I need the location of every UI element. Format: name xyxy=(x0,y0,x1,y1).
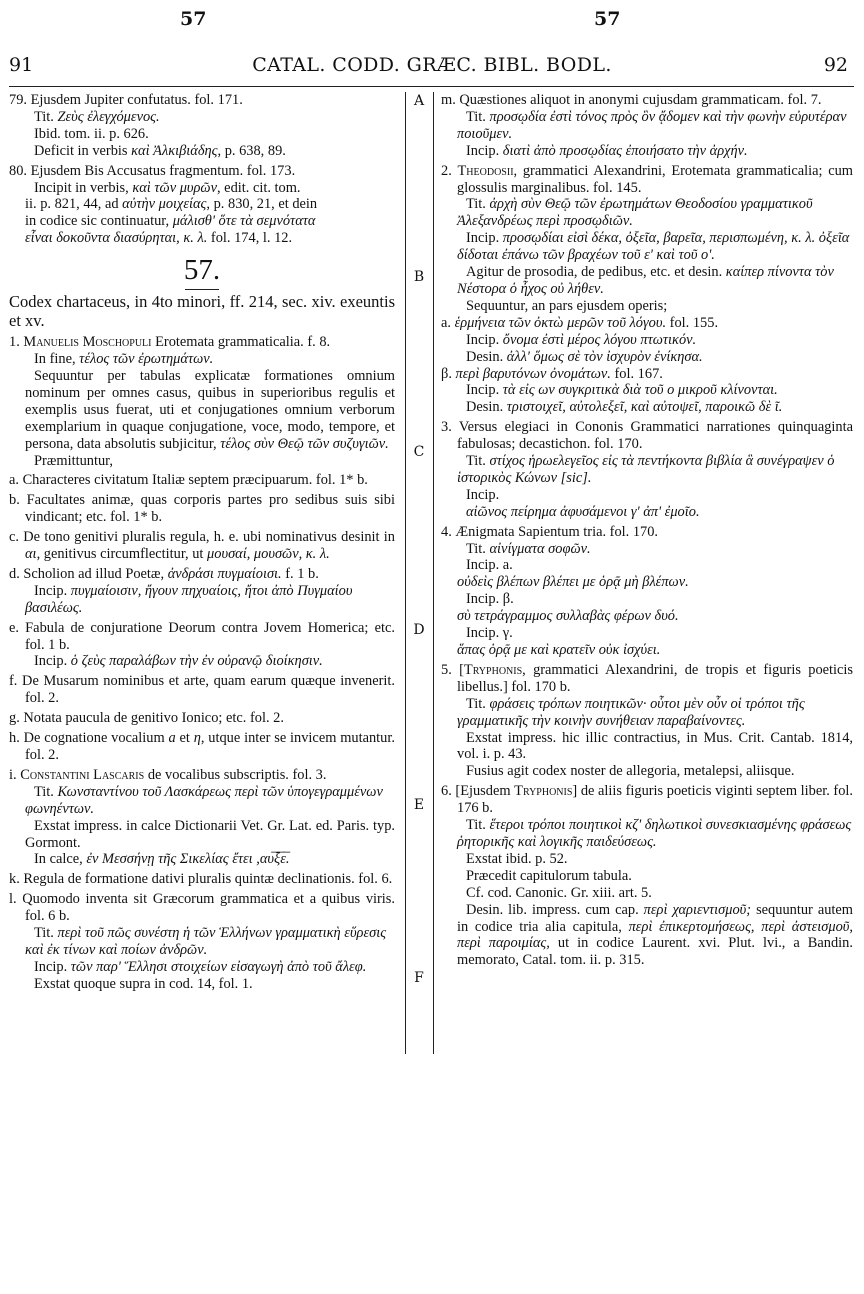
sub-item-e xyxy=(9,620,395,671)
desin-label: Desin. lib. impress. cum cap. xyxy=(466,901,639,918)
greek-text: αἰνίγματα σοφῶν. xyxy=(489,540,591,557)
entry-title: 80. Ejusdem Bis Accusatus fragmentum. fol. 173. xyxy=(9,162,296,179)
deficit-ref: , p. 638, 89. xyxy=(217,142,286,159)
sub-item-b: b. Facultates animæ, quas corporis partes pro sedibus suis sibi vindicant; etc. fol. 1* b. xyxy=(9,492,395,526)
item-5 xyxy=(441,662,853,780)
greek-text: ἐν Μεσσήνῃ τῆς Σικελίας ἔτει ,αυ̅ξ̅ε̅. xyxy=(86,851,290,868)
ibid-line: Ibid. tom. ii. p. 626. xyxy=(34,125,149,142)
item-title: [Ejusdem xyxy=(455,783,511,800)
page-number-left: 91 xyxy=(9,54,34,76)
margin-letter-e: E xyxy=(413,797,425,813)
description-text: Sequuntur per tabulas explicatæ formationes omnium nominum per omnes casus, quibus in superioribus regulis et exemplis usus fuerat, uti et conjugationes omnium verborum exemplarium in quaque conjugatione, voce, modo, tempore, et persona, data absolutis subjicitur, xyxy=(25,367,395,452)
greek-text: σὺ τετράγραμμος συλλαβὰς φέρων δυό. xyxy=(457,608,679,625)
greek-text: οὐδεὶς βλέπων βλέπει με ὁρᾷ μὴ βλέπων. xyxy=(457,574,689,591)
greek-text: περὶ τοῦ πῶς συνέστη ἡ τῶν Ἑλλήνων γραμματικὴ εὕρεσις καὶ ἐκ τίνων καὶ ποίων ἀνδρῶν. xyxy=(25,925,387,958)
greek-text: εἶναι δοκοῦντα διασύρηται, κ. λ. xyxy=(25,230,208,247)
exstat-text: Exstat impress. hic illic contractius, in Mus. Crit. Cantab. 1814, vol. i. p. 43. xyxy=(457,729,853,763)
margin-letter-f: F xyxy=(414,970,424,986)
tit-label: Tit. xyxy=(466,453,486,470)
sequuntur-label: Sequuntur, an pars ejusdem operis; xyxy=(466,297,668,314)
greek-text: μάλισθ' ὅτε τὰ σεμνότατα xyxy=(172,213,316,230)
greek-text: μουσαί, μουσῶν, κ. λ. xyxy=(207,546,330,563)
greek-text: ἑρμήνεια τῶν ὀκτὼ μερῶν τοῦ λόγου. xyxy=(454,314,667,331)
greek-text: ἅπας ὁρᾷ με καὶ κρατεῖν οὐκ ἰσχύει. xyxy=(457,642,661,658)
deficit-text: Deficit in verbis xyxy=(34,142,128,159)
tit-label: Tit. xyxy=(466,540,486,557)
agitur-text: Agitur de prosodia, de pedibus, etc. et desin. xyxy=(466,264,723,281)
cf-text: Cf. cod. Canonic. Gr. xiii. art. 5. xyxy=(466,884,652,901)
top-codex-number-right: 57 xyxy=(594,8,621,30)
incip-label: Incip. xyxy=(466,142,500,159)
margin-letter-c: C xyxy=(413,444,425,460)
margin-letter-a: A xyxy=(413,93,425,109)
tit-label: Tit. xyxy=(34,108,54,125)
greek-text: Ζεὺς ἐλεγχόμενος. xyxy=(57,108,160,125)
folio-ref: fol. 155. xyxy=(669,314,719,331)
codex-number-heading xyxy=(9,253,395,290)
sub-item-text: l. Quomodo inventa sit Græcorum grammatica et a quibus viris. fol. 6 b. xyxy=(9,891,395,925)
greek-text: αὐτὴν μοιχείας xyxy=(122,196,207,213)
sub-item-text: e. Fabula de conjuratione Deorum contra Jovem Homerica; etc. fol. 1 b. xyxy=(9,619,395,653)
incip-label: Incip. xyxy=(466,486,500,503)
greek-text: ἀρχὴ σὺν Θεῷ τῶν ἐρωτημάτων Θεοδοσίου γραμματικοῦ Ἀλεξανδρέως περὶ προσῳδιῶν. xyxy=(457,196,813,230)
greek-text: αι xyxy=(25,546,37,563)
header-rule xyxy=(9,86,854,87)
tit-label: Tit. xyxy=(34,925,54,942)
greek-text: ὁ ζεὺς παραλάβων τὴν ἐν οὐρανῷ διοίκησιν. xyxy=(70,653,323,670)
greek-text: τριστοιχεῖ, αὐτολεξεῖ, καὶ αὐτοψεῖ, παροικῶ δὲ ῖ. xyxy=(506,399,783,416)
greek-text: τέλος σὺν Θεῷ τῶν συζυγιῶν. xyxy=(220,435,389,452)
praecedit-text: Præcedit capitulorum tabula. xyxy=(466,867,632,884)
sub-item-text: h. De cognatione vocalium xyxy=(9,730,165,747)
greek-text: καὶ Ἀλκιβιάδης xyxy=(131,142,218,159)
greek-text: η xyxy=(193,730,201,747)
column-divider-left xyxy=(405,92,406,1054)
sub-item-text: m. Quæstiones aliquot in anonymi cujusdam grammaticam. fol. 7. xyxy=(441,92,822,108)
running-title: CATAL. CODD. GRÆC. BIBL. BODL. xyxy=(252,54,612,76)
in-fine-label: In fine, xyxy=(34,351,76,368)
greek-text: προσῳδία ἐστὶ τόνος πρὸς ὃν ᾄδομεν καὶ τὴν φωνὴν εὐρυτέραν ποιοῦμεν. xyxy=(457,108,847,142)
margin-letter-d: D xyxy=(413,622,425,638)
folio-ref: fol. 167. xyxy=(614,365,663,382)
codex-number: 57. xyxy=(183,254,221,287)
sub-item-i xyxy=(9,767,395,868)
sub-item-letter: β. xyxy=(441,365,452,382)
sub-item-letter: i. xyxy=(9,766,17,783)
greek-text: τὰ εἰς ων συγκριτικὰ διὰ τοῦ ο μικροῦ κλίνονται. xyxy=(502,382,778,399)
greek-text: περὶ ἐπικερτομήσεως, περὶ ἀστεισμοῦ, περὶ παροιμίας, xyxy=(457,918,853,952)
author-name: [Tryphonis, xyxy=(459,661,526,678)
incipit-text: Incipit in verbis, xyxy=(34,179,129,196)
incip-label: Incip. xyxy=(466,331,500,348)
edition-ref: ii. p. 821, 44, ad xyxy=(25,196,119,213)
folio-ref: fol. 174, l. 12. xyxy=(210,230,293,247)
greek-text: a xyxy=(168,730,176,747)
item-number: 6. xyxy=(441,783,452,800)
item-title: 4. Ænigmata Sapientum tria. fol. 170. xyxy=(441,523,659,540)
continuation-text: in codice sic continuatur, xyxy=(25,213,170,230)
item-1 xyxy=(9,334,395,469)
praemittuntur-label: Præmittuntur, xyxy=(34,452,113,469)
item-4 xyxy=(441,524,853,659)
in-calce-label: In calce, xyxy=(34,851,83,868)
greek-text: προσῳδίαι εἰσὶ δέκα, ὀξεῖα, βαρεῖα, περισπωμένη, κ. λ. ὀξεῖα δίδοται ἐπάνω τῶν βραχέων τοῦ ε' καὶ τοῦ ο'. xyxy=(457,230,850,264)
item-title: Erotemata grammaticalia. f. 8. xyxy=(155,334,331,351)
column-divider-right xyxy=(433,92,434,1054)
entry-79 xyxy=(9,92,395,160)
incip-label: Incip. xyxy=(466,230,500,247)
running-header xyxy=(0,54,864,82)
tit-label: Tit. xyxy=(466,196,486,213)
fusius-text: Fusius agit codex noster de allegoria, metalepsi, aliisque. xyxy=(466,763,795,780)
item-number: 1. xyxy=(9,334,20,351)
greek-text: ὄνομα ἐστὶ μέρος λόγου πτωτικόν. xyxy=(502,331,697,348)
edition-ref: , p. 830, 21, et dein xyxy=(206,196,318,213)
desin-label: Desin. xyxy=(466,348,504,365)
greek-text: φράσεις τρόπων ποιητικῶν· οὗτοι μὲν οὖν οἱ τρόποι τῆς γραμματικῆς τὴν κοινὴν συνήθειαν παραβαίνοντες. xyxy=(457,695,805,729)
tit-label: Tit. xyxy=(466,108,486,125)
sub-item-text: , genitivus circumflectitur, ut xyxy=(36,546,204,563)
author-name: Tryphonis] xyxy=(514,783,578,800)
sub-item-k: k. Regula de formatione dativi pluralis quintæ declinationis. fol. 6. xyxy=(9,871,393,888)
incip-label: Incip. xyxy=(34,582,68,599)
sub-item-m xyxy=(441,92,853,160)
sub-item-f: f. De Musarum nominibus et arte, quam earum quæque invenerit. fol. 2. xyxy=(9,673,395,707)
incip-label: Incip. γ. xyxy=(466,625,513,642)
item-2 xyxy=(441,163,853,417)
greek-text: διατὶ ἀπὸ προσῳδίας ἐποιήσατο τὴν ἀρχήν. xyxy=(502,142,748,159)
entry-80 xyxy=(9,163,395,248)
exstat-text: Exstat ibid. p. 52. xyxy=(466,850,568,867)
desin-text: ut in codice Laurent. xvi. Plut. lvi., a Bandin. memorato, Catal. tom. ii. p. 315. xyxy=(457,935,853,969)
left-column xyxy=(9,92,395,996)
greek-text: αἰῶνος πείρημα ἀφυσάμενοι γ' ἀπ' ἐμοῖο. xyxy=(466,503,700,520)
author-name: Theodosii, xyxy=(457,162,518,179)
sub-item-l xyxy=(9,891,395,992)
sub-item-h xyxy=(9,730,395,764)
greek-text: τέλος τῶν ἐρωτημάτων. xyxy=(79,351,214,368)
item-title: de aliis figuris poeticis viginti septem liber. fol. 176 b. xyxy=(457,783,853,817)
incip-label: Incip. xyxy=(466,382,500,399)
sic-note: [sic]. xyxy=(560,469,592,486)
margin-letter-b: B xyxy=(413,269,425,285)
incip-label: Incip. xyxy=(34,958,68,975)
sub-item-text: c. De tono genitivi pluralis regula, h. e. ubi nominativus desinit in xyxy=(9,529,395,546)
greek-text: περὶ βαρυτόνων ὀνομάτων. xyxy=(455,365,611,382)
right-column xyxy=(441,92,853,972)
author-name: Constantini Lascaris xyxy=(20,766,145,783)
sub-item-c xyxy=(9,529,395,563)
incip-label: Incip. β. xyxy=(466,591,514,608)
top-codex-number-left: 57 xyxy=(180,8,207,30)
tit-label: Tit. xyxy=(466,695,486,712)
item-6 xyxy=(441,783,853,969)
item-title: grammatici Alexandrini, Erotemata grammaticalia; cum glossulis marginalibus. fol. 145. xyxy=(457,162,853,196)
sub-item-a: a. Characteres civitatum Italiæ septem præcipuarum. fol. 1* b. xyxy=(9,472,368,489)
edition-ref: , edit. cit. tom. xyxy=(216,179,301,196)
sub-item-text: , utque inter se invicem mutantur. fol. 2. xyxy=(25,730,395,763)
sub-item-letter: a. xyxy=(441,314,451,331)
codex-description: Codex chartaceus, in 4to minori, ff. 214, sec. xiv. exeuntis et xv. xyxy=(9,292,395,331)
item-3 xyxy=(441,419,853,520)
sub-item-text: d. Scholion ad illud Poetæ, xyxy=(9,565,165,582)
incip-label: Incip. a. xyxy=(466,557,513,574)
entry-title: 79. Ejusdem Jupiter confutatus. fol. 171. xyxy=(9,92,243,108)
greek-text: ἀνδράσι πυγμαίοισι. xyxy=(167,565,282,582)
sub-item-g: g. Notata paucula de genitivo Ionico; etc. fol. 2. xyxy=(9,710,284,727)
sub-item-d xyxy=(9,566,395,617)
greek-text: στίχος ἡρωελεγεῖος εἰς τὰ πεντήκοντα βιβλία ἃ συνέγραψεν ὁ ἱστορικὸς Κώνων xyxy=(457,453,835,486)
folio-ref: f. 1 b. xyxy=(285,565,319,582)
codex-number-rule xyxy=(185,289,219,290)
item-number: 5. xyxy=(441,661,452,678)
item-title: grammatici Alexandrini, de tropis et figuris poeticis libellus.] fol. 170 b. xyxy=(457,661,853,695)
exstat-text: Exstat quoque supra in cod. 14, fol. 1. xyxy=(34,975,253,992)
item-number: 2. xyxy=(441,162,452,179)
desin-text: sequuntur autem in codice tria alia capitula, xyxy=(457,901,853,935)
sub-item-text: et xyxy=(179,730,190,747)
exstat-text: Exstat impress. in calce Dictionarii Vet. Gr. Lat. ed. Paris. typ. Gormont. xyxy=(25,817,395,851)
greek-text: πυγμαίοισιν, ἤγουν πηχυαίοις, ἤτοι ἀπὸ Πυγμαίου βασιλέως. xyxy=(25,582,353,616)
tit-label: Tit. xyxy=(34,783,54,800)
greek-text: Κωνσταντίνου τοῦ Λασκάρεως περὶ τῶν ὑπογεγραμμένων φωνηέντων. xyxy=(25,783,383,817)
greek-text: τῶν παρ' Ἕλλησι στοιχείων εἰσαγωγὴ ἀπὸ τοῦ ἄλεφ. xyxy=(70,958,367,975)
tit-label: Tit. xyxy=(466,817,486,834)
greek-text: καίπερ πίνοντα τὸν Νέστορα ὁ ἦχος οὐ λήθεν. xyxy=(457,264,834,297)
sub-item-text: de vocalibus subscriptis. fol. 3. xyxy=(147,766,327,783)
greek-text: ἀλλ' ὅμως σὲ τὸν ἰσχυρὸν ἐνίκησα. xyxy=(506,348,703,365)
greek-text: ἕτεροι τρόποι ποιητικοὶ κζ' δηλωτικοὶ συνεσκιασμένης φράσεως ῥητορικῆς καὶ λογικῆς παιδεύσεως. xyxy=(457,817,852,850)
incip-label: Incip. xyxy=(34,653,68,670)
page-number-right: 92 xyxy=(823,54,848,76)
greek-text: καὶ τῶν μυρῶν xyxy=(132,179,217,196)
desin-label: Desin. xyxy=(466,399,504,416)
author-name: Manuelis Moschopuli xyxy=(23,334,152,351)
greek-text: περὶ χαριεντισμοῦ; xyxy=(643,901,752,918)
item-title: 3. Versus elegiaci in Cononis Grammatici narrationes quinquaginta fabulosas; decastichon. fol. 170. xyxy=(441,419,853,453)
